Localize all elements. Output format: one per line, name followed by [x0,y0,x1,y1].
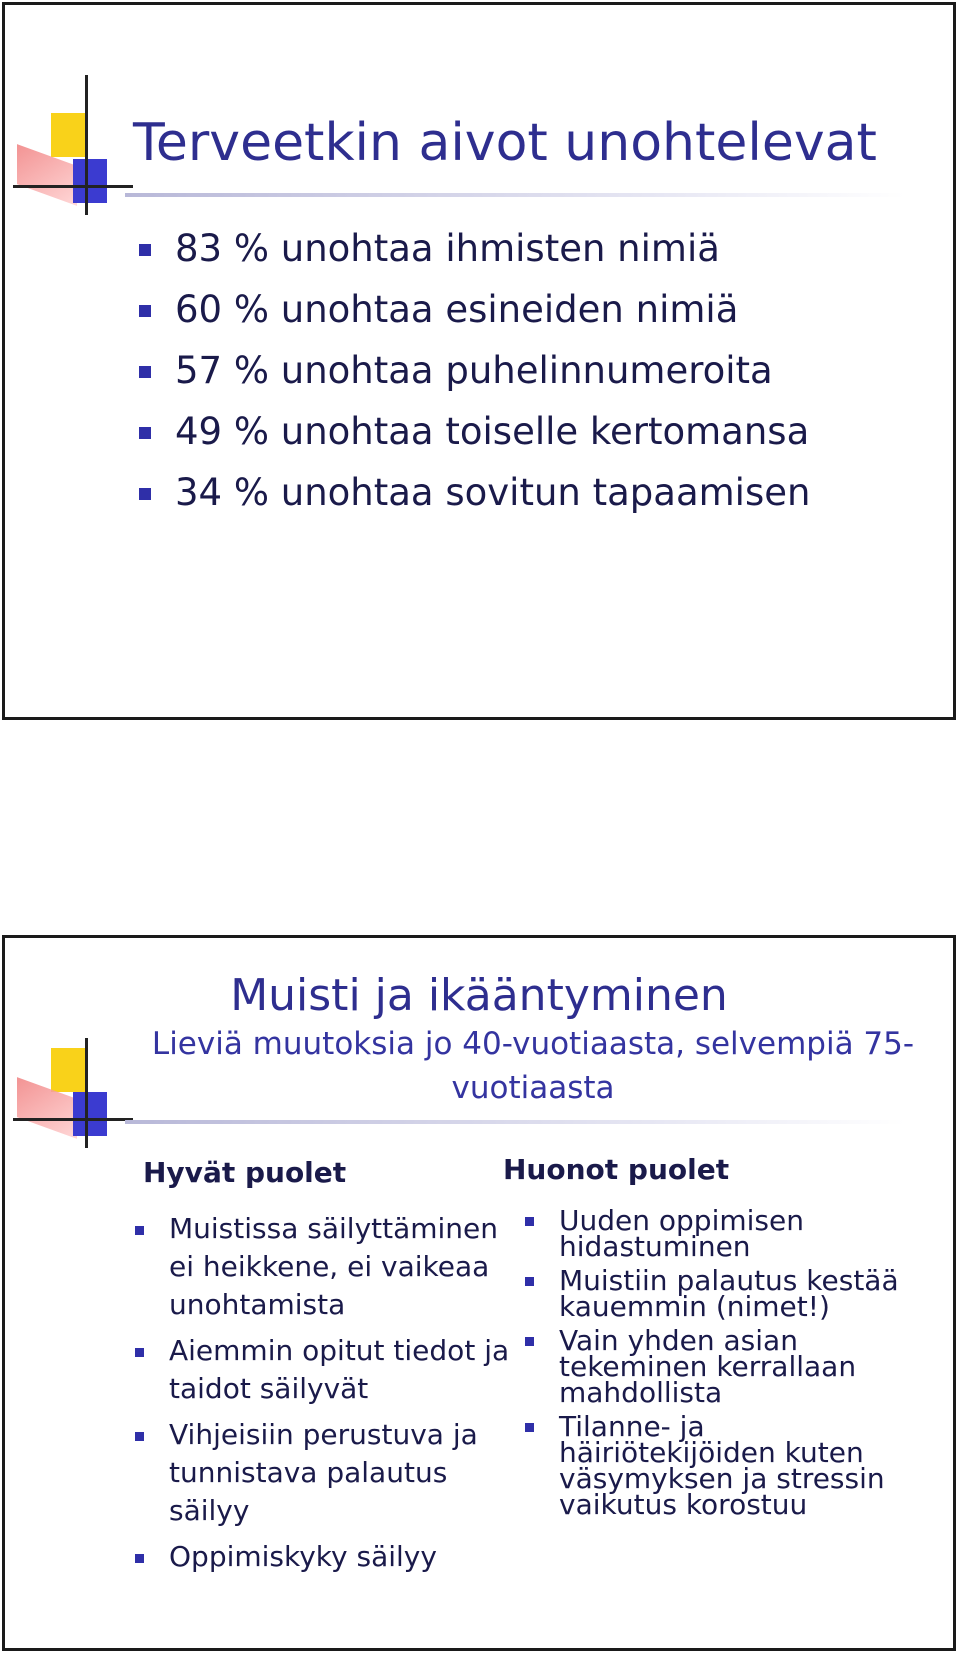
list-item: Uuden oppimisen hidastuminen [525,1208,925,1260]
list-item: 60 % unohtaa esineiden nimiä [139,286,810,347]
list-item: 83 % unohtaa ihmisten nimiä [139,225,810,286]
list-item: Tilanne- ja häiriötekijöiden kuten väsymyksen ja stressin vaikutus korostuu [525,1414,925,1518]
list-item: Vain yhden asian tekeminen kerrallaan mahdollista [525,1328,925,1406]
bullet-square-icon [139,427,151,439]
list-item: 57 % unohtaa puhelinnumeroita [139,347,810,408]
good-sides-heading: Hyvät puolet [143,1156,347,1189]
slide-logo-icon [13,1038,133,1148]
bullet-square-icon [139,244,151,256]
bullet-square-icon [525,1423,534,1432]
list-item: Muistiin palautus kestää kauemmin (nimet!) [525,1268,925,1320]
slide-1 [2,2,956,720]
good-sides-list [135,1210,515,1584]
bad-sides-list [525,1204,925,1526]
bullet-square-icon [135,1348,144,1357]
slide-2 [2,935,956,1651]
bullet-square-icon [139,366,151,378]
bullet-square-icon [139,305,151,317]
bullet-square-icon [139,488,151,500]
list-item: 49 % unohtaa toiselle kertomansa [139,408,810,469]
list-item: Vihjeisiin perustuva ja tunnistava palautus säilyy [135,1416,515,1530]
bullet-square-icon [135,1432,144,1441]
slide-1-title: Terveetkin aivot unohtelevat [133,113,877,173]
slide-2-title: Muisti ja ikääntyminen [230,970,728,1021]
bullet-square-icon [525,1277,534,1286]
list-item: 34 % unohtaa sovitun tapaamisen [139,469,810,530]
title-underline [125,1120,905,1124]
list-item: Aiemmin opitut tiedot ja taidot säilyvät [135,1332,515,1408]
bullet-square-icon [135,1554,144,1563]
bullet-square-icon [135,1226,144,1235]
bullet-square-icon [525,1217,534,1226]
title-underline [125,193,905,197]
list-item: Oppimiskyky säilyy [135,1538,515,1576]
list-item: Muistissa säilyttäminen ei heikkene, ei vaikeaa unohtamista [135,1210,515,1324]
slide-2-subtitle: Lieviä muutoksia jo 40-vuotiaasta, selvempiä 75-vuotiaasta [151,1026,915,1106]
slide-1-bullet-list [139,225,810,530]
slide-logo-icon [13,75,133,215]
bullet-square-icon [525,1337,534,1346]
bad-sides-heading: Huonot puolet [503,1153,730,1186]
